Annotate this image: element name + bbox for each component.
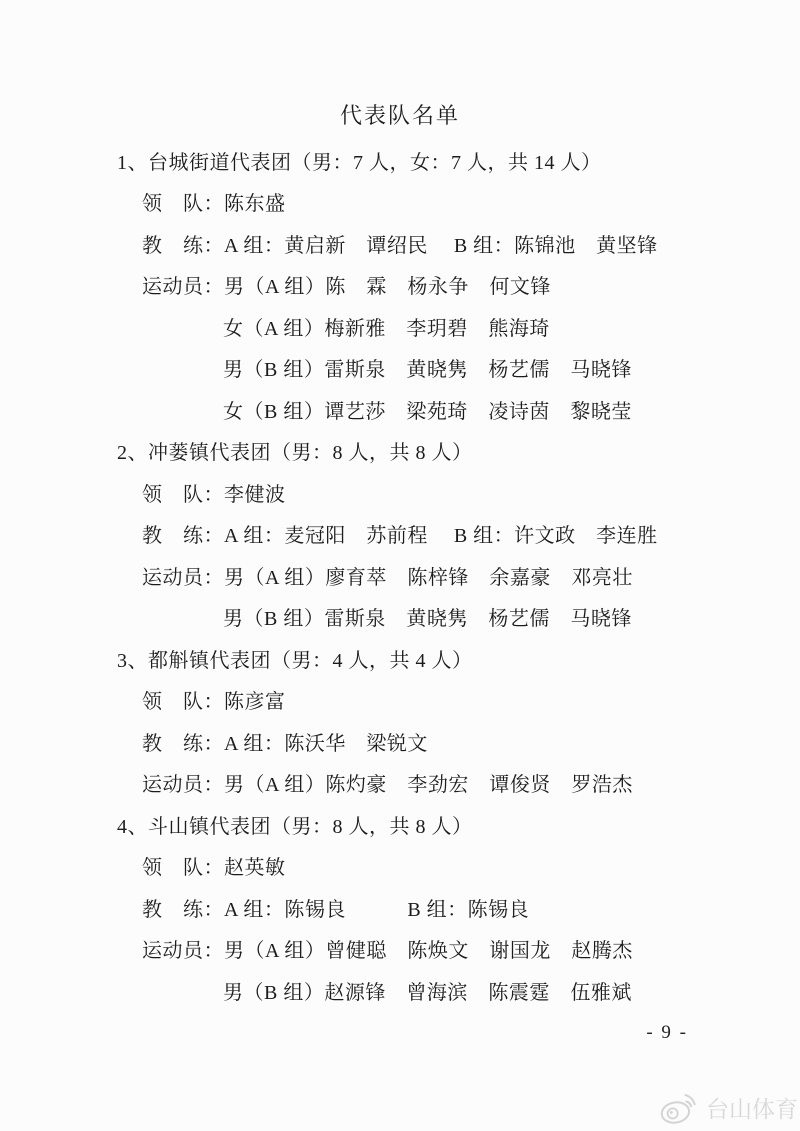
team-3-athletes-line: 运动员：男（A 组）陈灼豪 李劲宏 谭俊贤 罗浩杰 bbox=[142, 774, 633, 796]
team-3-coach-line: 教 练：A 组：陈沃华 梁锐文 bbox=[142, 732, 428, 755]
team-4-coach-line: 教 练：A 组：陈锡良 B 组：陈锡良 bbox=[142, 898, 530, 921]
team-2-heading: 2、冲蒌镇代表团（男：8 人，共 8 人） bbox=[117, 442, 473, 464]
team-4-heading: 4、斗山镇代表团（男：8 人，共 8 人） bbox=[117, 815, 473, 838]
team-1-athletes-line: 女（A 组）梅新雅 李玥碧 熊海琦 bbox=[223, 317, 550, 340]
weibo-icon bbox=[658, 1085, 702, 1129]
team-1-athletes-line: 男（B 组）雷斯泉 黄晓隽 杨艺儒 马晓锋 bbox=[223, 359, 632, 381]
team-4-leader-line: 领 队：赵英敏 bbox=[142, 857, 286, 879]
team-1-heading: 1、台城街道代表团（男：7 人，女：7 人，共 14 人） bbox=[117, 151, 602, 174]
watermark-label: 台山体育 bbox=[706, 1095, 798, 1122]
team-2-leader-line: 领 队：李健波 bbox=[142, 483, 286, 506]
team-2-athletes-line: 运动员：男（A 组）廖育萃 陈梓锋 余嘉豪 邓亮壮 bbox=[142, 566, 633, 589]
team-1-coach-line: 教 练：A 组：黄启新 谭绍民 B 组：陈锦池 黄坚锋 bbox=[142, 234, 658, 257]
team-4-athletes-line: 运动员：男（A 组）曾健聪 陈焕文 谢国龙 赵腾杰 bbox=[142, 940, 633, 962]
page-title: 代表队名单 bbox=[339, 103, 460, 128]
team-1-athletes-line: 女（B 组）谭艺莎 梁苑琦 凌诗茵 黎晓莹 bbox=[223, 400, 632, 423]
team-2-athletes-line: 男（B 组）雷斯泉 黄晓隽 杨艺儒 马晓锋 bbox=[223, 608, 632, 630]
team-3-heading: 3、都斛镇代表团（男：4 人，共 4 人） bbox=[117, 649, 473, 672]
team-3-leader-line: 领 队：陈彦富 bbox=[142, 691, 286, 713]
team-1-leader-line: 领 队：陈东盛 bbox=[142, 193, 286, 215]
team-4-athletes-line: 男（B 组）赵源锋 曾海滨 陈震霆 伍雅斌 bbox=[223, 981, 632, 1004]
team-2-coach-line: 教 练：A 组：麦冠阳 苏前程 B 组：许文政 李连胜 bbox=[142, 525, 658, 547]
watermark bbox=[658, 1085, 798, 1129]
page-number: - 9 - bbox=[646, 1022, 688, 1043]
team-1-athletes-line: 运动员：男（A 组）陈 霖 杨永争 何文锋 bbox=[142, 276, 551, 298]
